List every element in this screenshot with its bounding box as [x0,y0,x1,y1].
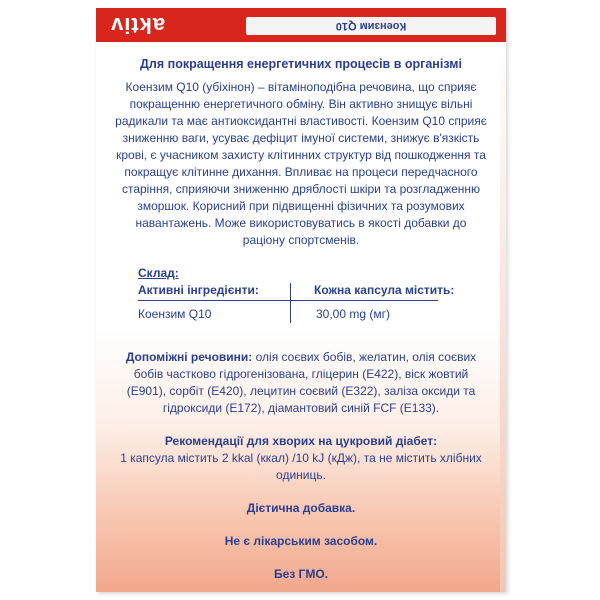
product-box [96,8,506,592]
heading: Для покращення енергетичних процесів в організмі [140,57,462,71]
box-text [96,56,506,583]
ingredient-amount: 30,00 mg (мг) [316,307,390,321]
auxiliary-text: олія соєвих бобів, желатин, олія соєвих бобів частково гідрогенізована, гліцерин (E422), віск жовтий (E901), сорбіт (E420), лецитин соєвий (E322), заліза оксиди та гідроксиди (E172), діамантовий синій FCF (E133). [126,350,477,415]
description: Коензим Q10 (убіхінон) – вітаміноподібна речовина, що сприяє покращенню енергетичного обміну. Він активно знищує вільні радикали та має антиоксидантні властивості. Коензим Q10 сприяє зниженню ваги, усуває дефіцит імуної системи, знижує в'язкість крові, є учасником захисту клітинних структур від пошкодження та покращує клітинне дихання. Впливає на процеси передчасного старіння, сприяючи зниженню дряблості шкіри та розгладженню зморшок. Корисний при підвищенні фізичних та розумових навантажень. Може використовуватись в якості добавки до раціону спортсменів. [115,80,487,247]
diabetes-title: Рекомендації для хворих на цукровий діабет: [164,434,438,448]
note-not-medicine: Не є лікарським засобом. [224,534,378,548]
flap-product-text: Коензим Q10 [335,20,407,32]
table-column-divider [290,283,291,323]
flap-product-label [246,17,496,35]
per-capsule-header: Кожна капсула містить: [314,283,455,297]
composition-table [96,265,506,327]
note-gmo-free: Без ГМО. [273,567,329,581]
auxiliary-label: Допоміжні речовини: [125,350,253,364]
table-divider [138,300,438,301]
diabetes-text: 1 капсула містить 2 kkal (ккал) /10 kJ (кДж), та не містить хлібних одиниць. [120,451,482,482]
composition-title: Склад: [138,266,179,280]
diabetes-recommendation [114,433,488,484]
note-dietary: Дієтична добавка. [246,501,356,515]
top-flap [96,8,506,42]
ingredient-name: Коензим Q10 [138,307,212,321]
active-ingredients-header: Активні інгредієнти: [138,283,259,297]
auxiliary-substances [114,349,488,417]
brand-label: aktiv [110,13,166,38]
